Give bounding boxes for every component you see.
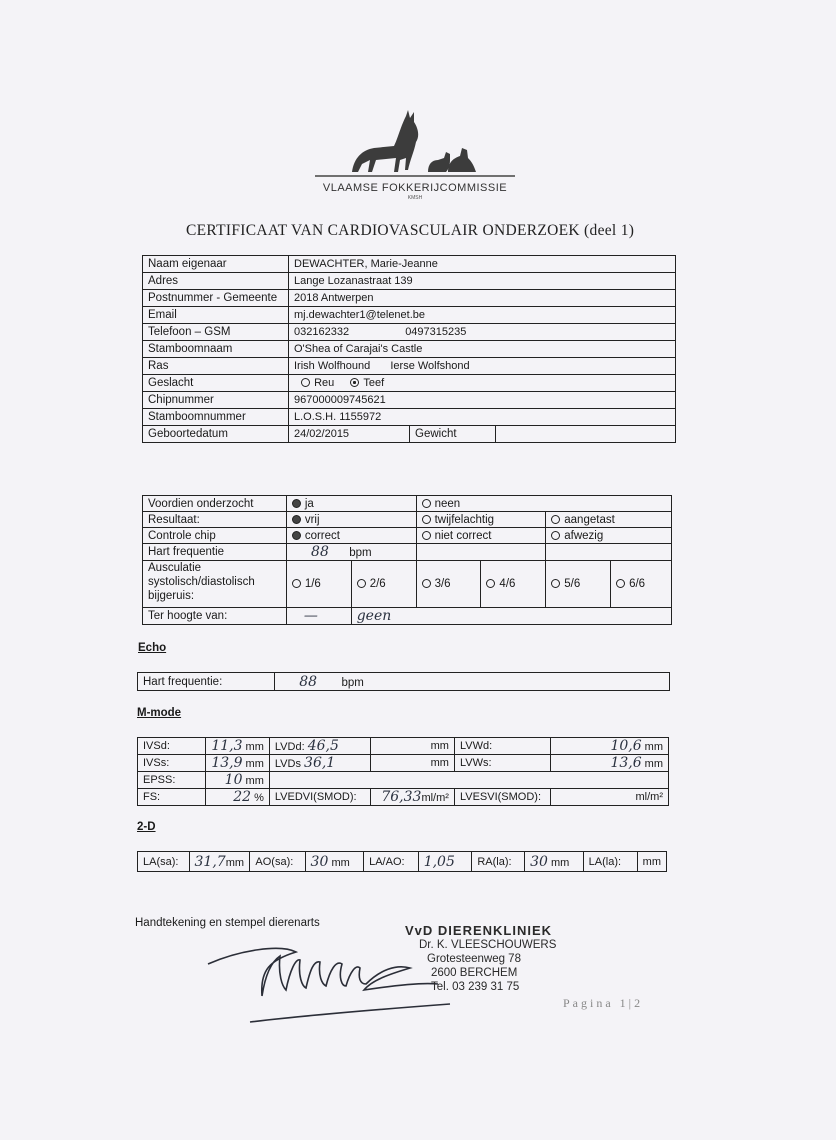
chip-incorrect-radio[interactable] — [422, 531, 431, 540]
chip-incorrect-cell — [416, 528, 546, 544]
row-ivss — [138, 755, 669, 772]
breed-label: Ras — [143, 358, 289, 375]
row-result — [143, 512, 672, 528]
ivsd-value: 11,3 — [211, 738, 243, 754]
ausc-4-label: 4/6 — [499, 578, 516, 590]
row-chip — [143, 392, 676, 409]
pedigree-no-value: L.O.S.H. 1155972 — [289, 409, 676, 426]
weight-value — [496, 426, 676, 443]
ivss-cell — [206, 755, 270, 772]
pedigree-name-label: Stamboomnaam — [143, 341, 289, 358]
row-owner-name — [143, 256, 676, 273]
epss-value: 10 — [224, 772, 243, 788]
heart-rate-label: Hart frequentie — [143, 544, 287, 561]
owner-name-value: DEWACHTER, Marie-Jeanne — [289, 256, 676, 273]
echo-hr-value: 88 — [299, 673, 318, 690]
breed-cell — [289, 358, 676, 375]
echo-hr-label: Hart frequentie: — [138, 673, 275, 691]
result-doubt-radio[interactable] — [422, 515, 431, 524]
epss-unit: mm — [245, 775, 264, 787]
ausc-2-cell — [351, 561, 416, 608]
ausc-5-radio[interactable] — [551, 579, 560, 588]
row-ivsd — [138, 738, 669, 755]
lvws-value: 13,6 — [610, 755, 642, 771]
signature-label: Handtekening en stempel dierenarts — [135, 917, 320, 929]
ausc-4-cell — [481, 561, 546, 608]
lvedvi-label: LVEDVI(SMOD): — [274, 791, 357, 803]
la-ao-label: LA/AO: — [364, 852, 419, 872]
lvds-value: 36,1 — [304, 755, 336, 771]
page-number: Pagina 1|2 — [563, 996, 644, 1010]
location-value: geen — [356, 608, 392, 624]
postal-label: Postnummer - Gemeente — [143, 290, 289, 307]
lvedvi-unit: ml/m² — [421, 792, 449, 804]
row-prev-exam — [143, 496, 672, 512]
ausc-6-cell — [611, 561, 672, 608]
result-free-radio[interactable] — [292, 515, 301, 524]
row-address — [143, 273, 676, 290]
phone-cell — [289, 324, 676, 341]
ivss-unit: mm — [245, 758, 264, 770]
ivss-value: 13,9 — [211, 755, 243, 771]
location-label: Ter hoogte van: — [143, 608, 287, 625]
prev-no-label: neen — [434, 497, 461, 510]
epss-cell — [206, 772, 270, 789]
la-sa-label: LA(sa): — [138, 852, 190, 872]
chip-correct-radio[interactable] — [292, 531, 301, 540]
sex-male-radio[interactable] — [301, 378, 310, 387]
lvds-label: LVDs — [274, 758, 301, 770]
lvesvi-label: LVESVI(SMOD): — [454, 789, 550, 806]
row-heart-rate — [143, 544, 672, 561]
mmode-table — [137, 737, 669, 806]
chip-value: 967000009745621 — [289, 392, 676, 409]
auscultation-label-cell — [143, 561, 287, 608]
owner-table — [142, 255, 676, 443]
ausc-5-label: 5/6 — [564, 578, 581, 590]
result-label: Resultaat: — [143, 512, 287, 528]
email-value: mj.dewachter1@telenet.be — [289, 307, 676, 324]
heart-rate-unit: bpm — [349, 547, 372, 559]
weight-label: Gewicht — [410, 426, 496, 443]
ra-la-label: RA(la): — [472, 852, 525, 872]
ivsd-unit: mm — [245, 741, 264, 753]
chip-absent-radio[interactable] — [551, 531, 560, 540]
la-ao-cell — [418, 852, 472, 872]
result-doubt-label: twijfelachtig — [434, 513, 495, 526]
logo-abbr: KMSH — [407, 195, 423, 201]
vet-stamp — [405, 924, 556, 994]
ausc-1-radio[interactable] — [292, 579, 301, 588]
row-twod — [138, 852, 667, 872]
location-dash-cell — [286, 608, 351, 625]
row-auscultation — [143, 561, 672, 608]
email-label: Email — [143, 307, 289, 324]
location-value-cell — [351, 608, 671, 625]
lvedvi-cell — [371, 789, 455, 806]
twod-section-title: 2-D — [137, 821, 156, 833]
ivsd-cell — [206, 738, 270, 755]
heart-rate-empty-1 — [416, 544, 546, 561]
ra-la-value: 30 — [530, 853, 548, 870]
lvds-cell — [269, 755, 370, 772]
ao-sa-cell — [305, 852, 364, 872]
ausc-6-radio[interactable] — [616, 579, 625, 588]
row-echo-hr — [138, 673, 670, 691]
ivss-label: IVSs: — [138, 755, 206, 772]
chip-label: Chipnummer — [143, 392, 289, 409]
chip-incorrect-label: niet correct — [434, 529, 492, 542]
epss-empty — [269, 772, 668, 789]
prev-yes-radio[interactable] — [292, 499, 301, 508]
prev-exam-label: Voordien onderzocht — [143, 496, 287, 512]
heart-rate-cell — [286, 544, 416, 561]
breed-nl-value: Ierse Wolfshond — [390, 360, 470, 372]
exam-table — [142, 495, 672, 625]
ao-sa-unit: mm — [331, 856, 350, 869]
heart-rate-value: 88 — [311, 544, 329, 560]
fs-value: 22 — [233, 789, 252, 805]
logo-title: VLAAMSE FOKKERIJCOMMISSIE — [322, 182, 508, 194]
sex-female-radio[interactable] — [350, 378, 359, 387]
row-breed — [143, 358, 676, 375]
ausc-1-cell — [286, 561, 351, 608]
lvesvi-unit: ml/m² — [635, 791, 663, 803]
lvdd-value: 46,5 — [307, 738, 339, 754]
result-affected-radio[interactable] — [551, 515, 560, 524]
la-ao-value: 1,05 — [423, 853, 455, 870]
la-sa-unit: mm — [225, 856, 245, 869]
twod-table — [137, 851, 667, 872]
ausc-3-radio[interactable] — [422, 579, 431, 588]
result-doubt-cell — [416, 512, 546, 528]
row-postal — [143, 290, 676, 307]
address-label: Adres — [143, 273, 289, 290]
sex-label: Geslacht — [143, 375, 289, 392]
result-affected-label: aangetast — [564, 513, 615, 526]
row-pedigree-name — [143, 341, 676, 358]
result-affected-cell — [546, 512, 672, 528]
chip-absent-cell — [546, 528, 672, 544]
stamp-line-3: Grotesteenweg 78 — [427, 953, 521, 965]
ausc-3-label: 3/6 — [434, 578, 451, 590]
lvdd-unit-cell — [371, 738, 455, 755]
sex-cell — [289, 375, 676, 392]
lvedvi-label-cell — [269, 789, 370, 806]
chip-correct-cell — [286, 528, 416, 544]
ivsd-label: IVSd: — [138, 738, 206, 755]
lvdd-cell — [269, 738, 370, 755]
auscultation-label-3: bijgeruis: — [148, 590, 195, 602]
lvesvi-cell — [550, 789, 668, 806]
ao-sa-label: AO(sa): — [250, 852, 305, 872]
mmode-section-title: M-mode — [137, 707, 182, 719]
ausc-2-radio[interactable] — [357, 579, 366, 588]
sex-male-label: Reu — [314, 377, 335, 389]
lvdd-unit: mm — [430, 740, 449, 752]
la-sa-cell — [189, 852, 250, 872]
phone-value: 032162332 — [294, 326, 350, 338]
stamp-line-2: Dr. K. VLEESCHOUWERS — [419, 939, 557, 951]
auscultation-label-2: systolisch/diastolisch — [148, 576, 255, 588]
location-dash: — — [303, 608, 318, 624]
chip-check-label: Controle chip — [143, 528, 287, 544]
gsm-value: 0497315235 — [405, 326, 467, 338]
ausc-2-label: 2/6 — [369, 578, 386, 590]
row-pedigree-no — [143, 409, 676, 426]
dob-label: Geboortedatum — [143, 426, 289, 443]
stamp-line-1: VvD DIERENKLINIEK — [405, 923, 553, 938]
auscultation-label-1: Ausculatie — [148, 562, 202, 574]
fs-cell — [206, 789, 270, 806]
ausc-1-label: 1/6 — [304, 578, 321, 590]
breed-en-value: Irish Wolfhound — [294, 360, 371, 372]
ausc-6-label: 6/6 — [629, 578, 646, 590]
owner-name-label: Naam eigenaar — [143, 256, 289, 273]
la-la-unit: mm — [642, 855, 661, 868]
fs-label: FS: — [138, 789, 206, 806]
stamp-line-4: 2600 BERCHEM — [431, 967, 518, 979]
lvwd-value: 10,6 — [610, 738, 642, 754]
lvws-unit: mm — [644, 758, 663, 770]
echo-hr-unit: bpm — [341, 676, 364, 689]
prev-yes-label: ja — [304, 497, 314, 510]
row-epss — [138, 772, 669, 789]
lvds-unit-cell — [371, 755, 455, 772]
fs-unit: % — [254, 792, 264, 804]
row-dob — [143, 426, 676, 443]
ausc-4-radio[interactable] — [486, 579, 495, 588]
echo-section-title: Echo — [138, 642, 167, 654]
heart-rate-empty-2 — [546, 544, 672, 561]
row-fs — [138, 789, 669, 806]
postal-value: 2018 Antwerpen — [289, 290, 676, 307]
row-chip-check — [143, 528, 672, 544]
row-email — [143, 307, 676, 324]
prev-yes-cell — [286, 496, 416, 512]
lvwd-unit: mm — [644, 741, 663, 753]
echo-hr-cell — [275, 673, 670, 691]
lvws-cell — [550, 755, 668, 772]
phone-label: Telefoon – GSM — [143, 324, 289, 341]
prev-no-cell — [416, 496, 671, 512]
epss-label: EPSS: — [138, 772, 206, 789]
stamp-line-5: Tel. 03 239 31 75 — [431, 981, 520, 993]
chip-absent-label: afwezig — [564, 529, 604, 542]
lvwd-cell — [550, 738, 668, 755]
sex-female-label: Teef — [363, 377, 385, 389]
result-free-cell — [286, 512, 416, 528]
address-value: Lange Lozanastraat 139 — [289, 273, 676, 290]
lvws-label: LVWs: — [454, 755, 550, 772]
pedigree-no-label: Stamboomnummer — [143, 409, 289, 426]
lvedvi-value: 76,33 — [381, 789, 422, 805]
row-phone — [143, 324, 676, 341]
result-free-label: vrij — [304, 513, 320, 526]
la-la-label: LA(la): — [583, 852, 637, 872]
ausc-3-cell — [416, 561, 481, 608]
lvdd-label: LVDd: — [274, 741, 305, 753]
ao-sa-value: 30 — [310, 853, 329, 870]
ausc-5-cell — [546, 561, 611, 608]
dob-value: 24/02/2015 — [289, 426, 410, 443]
prev-no-radio[interactable] — [422, 499, 431, 508]
lvwd-label: LVWd: — [454, 738, 550, 755]
echo-table — [137, 672, 670, 691]
la-la-cell — [637, 852, 666, 872]
lvds-unit: mm — [430, 757, 449, 769]
la-sa-value: 31,7 — [194, 853, 226, 870]
ra-la-unit: mm — [551, 856, 570, 869]
row-location — [143, 608, 672, 625]
row-sex — [143, 375, 676, 392]
page-title: CERTIFICAAT VAN CARDIOVASCULAIR ONDERZOEK (deel 1) — [186, 222, 635, 239]
pedigree-name-value: O'Shea of Carajai's Castle — [289, 341, 676, 358]
chip-correct-label: correct — [304, 529, 340, 542]
ra-la-cell — [525, 852, 584, 872]
